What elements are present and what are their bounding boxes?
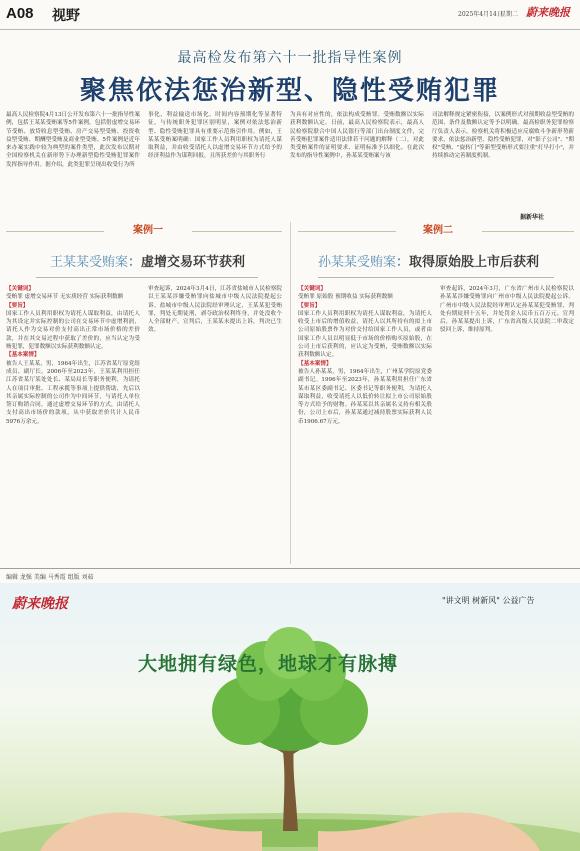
case1-title: 虚增交易环节获利: [141, 255, 246, 270]
case-divider: [290, 222, 291, 564]
case1-tab: 案例一: [133, 225, 163, 236]
case1-column-1: [6, 285, 140, 563]
case1-heading-rule: [36, 277, 258, 278]
intro-column-4: 司法解释规定紧密衔接，以案例形式对预期收益型受贿的范围、条件及数额认定等予以明确。最高检职务犯罪检察厅负责人表示，检察机关将积极适应反腐败斗争新形势新要求，依法惩治新型、隐性受贿犯罪，对"影子公司"、"期权"受贿、"旋转门"等新型受贿形式要注重"打早打小"，并持续推动完善制度机制。: [432, 112, 574, 160]
intro-column-1: 最高人民检察院4月13日公开发布第六十一批指导性案例，包括王某某受贿案等5件案例，包括借虚增交易环节受贿、放贷收息型受贿、房产交易型受贿、投资收益型受贿、期酬型受贿及商业型受贿。5件案例是近年来办案实践中较为典型的案件类型，此次发布以期对全国检察机关在新形势下办理新型隐性受贿犯罪案件发挥指导作用。据介绍，此类犯罪呈现出收受行为所: [6, 112, 140, 168]
case2-outcome: 审查起诉，2024年3月，广东省广州市人民检察院以孙某某涉嫌受贿罪向广州市中级人民法院提起公诉。广州市中级人民法院经审理认定孙某某犯受贿罪，判处有期徒刑十五年，并处罚金人民币五百万元。宣判后，孙某某提出上诉，广东省高级人民法院二审裁定驳回上诉，维持原判。: [440, 286, 574, 334]
intro-column-2: 事化，利益输送市场化，时间内容预期化等显著特征，与传统职务犯罪区别明显，案例对依法惩治新型、隐性受贿犯罪具有重要示范指引作用。例如，王某某受贿案明确：国家工作人员利用职权为请托人谋取利益，并由收受请托人以虚增交易环节方式给予的经济利益作为谋利回报，且所获差价与其职务行: [148, 112, 282, 160]
case2-keywords: 受贿罪 原始股 预期收益 实际获利数额: [298, 294, 393, 301]
ad-logo: 蔚来晚报: [12, 596, 68, 612]
case1-heading: [50, 253, 245, 273]
case1-points-tag: 【要旨】: [6, 302, 29, 309]
case2-column-2: [440, 285, 574, 563]
case2-name: 孙某某受贿案: [318, 255, 397, 270]
case1-name: 王某某受贿案: [50, 255, 129, 270]
case2-rule-right: [482, 231, 574, 232]
public-service-ad: [0, 583, 580, 851]
intro-column-3: 为具有对应性的，依法构成受贿罪。受贿数额以实际获利数额认定。日前，最高人民检察院表示，最高人民检察院联合中国人民银行等部门出台制度文件，完善受贿犯罪案件适用法律若干问题的解释（二），对此类受贿案件的证明要求、证明标准予以细化。在此次发布的指导性案例中，孙某某受贿案与该: [290, 112, 424, 160]
page-header: [0, 0, 580, 30]
case1-facts: 被告人王某某，男，1964年出生，江苏省某厅原党组成员、副厅长。2006年至2023年，王某某利用担任江苏省某厅某处处长、某局局长等职务便利，为请托人在项目审批、工程承揽等事项上提供帮助，先后以其亲属实际控制的公司作为中间环节，与请托人单位签订购销合同，通过虚增交易环节的方式，由请托人支付高出市场价的款项，从中获取差价共计人民币5976万余元。: [6, 360, 140, 425]
editor-credits: 编辑 龙强 美编 马秀霞 组版 刘茹: [6, 574, 94, 581]
case1-column-2: [148, 285, 282, 563]
publication-date: 2025年4月14日: [458, 11, 503, 18]
case1-separator: ：: [128, 255, 142, 270]
case1-keywords-tag: 【关键词】: [6, 286, 34, 292]
case2-column-1: [298, 285, 432, 563]
case2-points-tag: 【要旨】: [298, 302, 321, 309]
tree-and-hands-illustration: [0, 583, 580, 851]
section-name: 视野: [52, 8, 80, 24]
case1-outcome: 审查起诉，2024年3月4日，江苏省盐城市人民检察院以王某某涉嫌受贿罪向盐城市中级人民法院提起公诉。盐城市中级人民法院经审理认定，王某某犯受贿罪，判处无期徒刑，剥夺政治权利终身，并处没收个人全部财产。宣判后，王某某未提出上诉，判决已生效。: [148, 286, 282, 334]
case1-points: 国家工作人员利用职权为请托人谋取利益，由请托人为其设定并实际控制的公司在交易环节中虚增利润，请托人作为交易对价支付高出正常市场价格的差价款，并在其交易过程中获取了差价的，应当认定为受贿犯罪，犯罪数额以实际获利数额认定。: [6, 310, 140, 351]
weekday: 星期二: [500, 11, 519, 18]
news-credit: 据新华社: [520, 214, 545, 221]
footer-rule: [0, 568, 580, 569]
case1-rule-right: [192, 231, 282, 232]
ad-slogan: 大地拥有绿色，地球才有脉搏: [138, 653, 399, 675]
case2-rule-left: [298, 231, 396, 232]
case1-facts-tag: 【基本案情】: [6, 352, 40, 359]
page-code: A08: [6, 5, 34, 22]
case1-rule-left: [6, 231, 104, 232]
case2-facts-tag: 【基本案情】: [298, 360, 332, 367]
ad-campaign-label: "讲文明 树新风" 公益广告: [442, 596, 535, 605]
article-headline: 聚焦依法惩治新型、隐性受贿犯罪: [79, 76, 500, 106]
case2-heading-rule: [318, 277, 554, 278]
case2-tab: 案例二: [423, 225, 453, 236]
case2-facts: 被告人孙某某，男，1964年出生，广州某学院原党委副书记。1996年至2023年，孙某某利用担任广东省某市某区委副书记、区委书记等职务便利，为请托人谋取利益，收受请托人以低价转让拟上市公司原始股等方式给予的财物。孙某某以其亲属名义持有相关股份，公司上市后，孙某某通过减持股票实际获利人民币1906.67万元。: [298, 368, 432, 425]
masthead-logo: 蔚来晚报: [526, 6, 570, 19]
case2-heading: [318, 253, 539, 273]
case2-keywords-tag: 【关键词】: [298, 286, 326, 292]
case2-separator: ：: [396, 255, 410, 270]
case2-points: 国家工作人员利用职权为请托人谋取利益，为请托人收受上市后的增值收益，请托人以其所持有的拟上市公司原始股票作为对价交付给国家工作人员，或者由国家工作人员以明显低于市场的价格购买原始股，在公司上市后获利的，应认定为受贿，受贿数额以实际获利数额认定。: [298, 310, 432, 359]
article-subtitle: 最高检发布第六十一批指导性案例: [177, 50, 403, 66]
case2-title: 取得原始股上市后获利: [409, 255, 540, 270]
case1-keywords: 受贿罪 虚增交易环节 无实质经营 实际获利数额: [6, 294, 124, 301]
